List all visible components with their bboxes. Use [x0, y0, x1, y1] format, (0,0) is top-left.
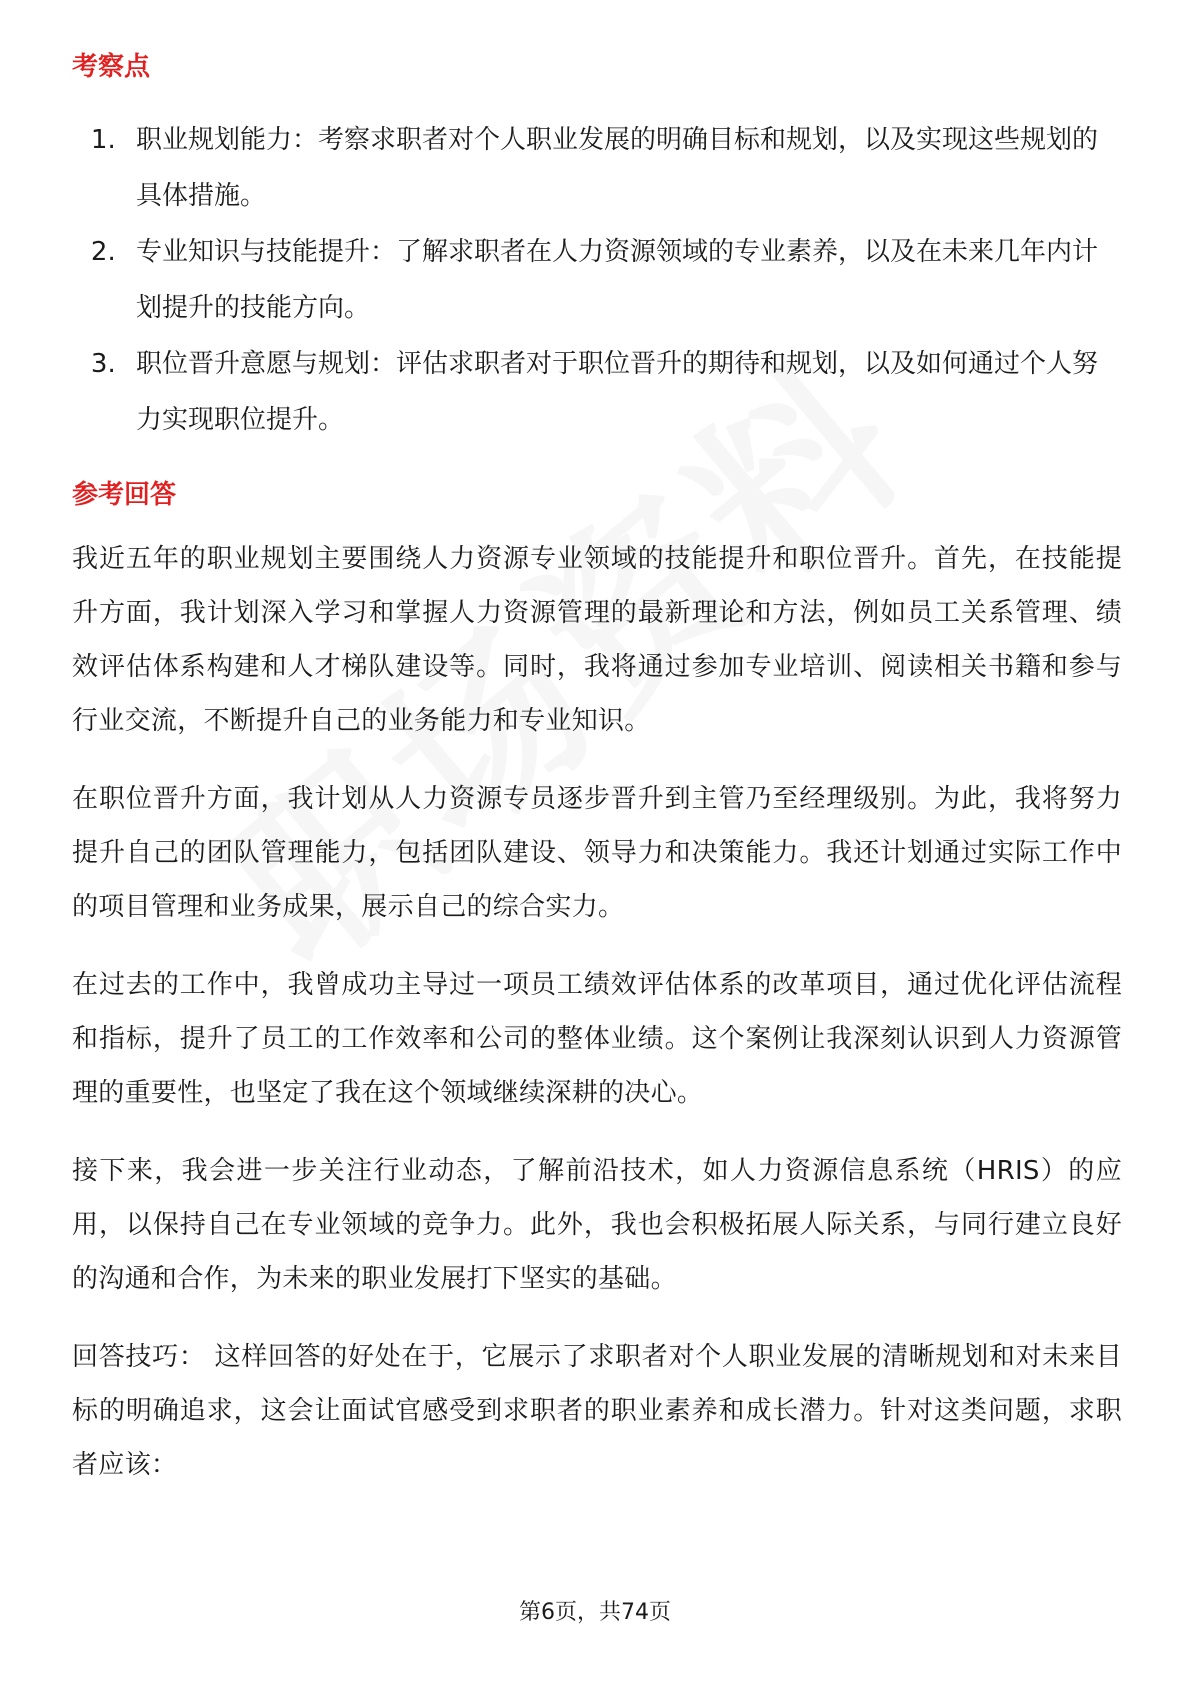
answer-paragraph: 在过去的工作中，我曾成功主导过一项员工绩效评估体系的改革项目，通过优化评估流程和指标，提升了员工的工作效率和公司的整体业绩。这个案例让我深刻认识到人力资源管理的重要性，也坚定了我在这个领域继续深耕的决心。 [72, 970, 1122, 1108]
page-footer: 第6页，共74页 [519, 1600, 671, 1625]
list-item: 1. 职业规划能力：考察求职者对个人职业发展的明确目标和规划，以及实现这些规划的具体措施。 [124, 112, 1122, 224]
key-points-list [72, 112, 1122, 448]
document-page [72, 50, 1122, 1516]
answer-tips-paragraph: 回答技巧： 这样回答的好处在于，它展示了求职者对个人职业发展的清晰规划和对未来目标的明确追求，这会让面试官感受到求职者的职业素养和成长潜力。针对这类问题，求职者应该： [72, 1342, 1122, 1480]
section-title-reference-answer: 参考回答 [72, 480, 177, 510]
list-item: 3. 职位晋升意愿与规划：评估求职者对于职位晋升的期待和规划，以及如何通过个人努力实现职位提升。 [124, 336, 1122, 448]
list-item: 2. 专业知识与技能提升：了解求职者在人力资源领域的专业素养，以及在未来几年内计划提升的技能方向。 [124, 224, 1122, 336]
answer-paragraph: 我近五年的职业规划主要围绕人力资源专业领域的技能提升和职位晋升。首先，在技能提升方面，我计划深入学习和掌握人力资源管理的最新理论和方法，例如员工关系管理、绩效评估体系构建和人才梯队建设等。同时，我将通过参加专业培训、阅读相关书籍和参与行业交流，不断提升自己的业务能力和专业知识。 [72, 544, 1122, 736]
answer-paragraph: 在职位晋升方面，我计划从人力资源专员逐步晋升到主管乃至经理级别。为此，我将努力提升自己的团队管理能力，包括团队建设、领导力和决策能力。我还计划通过实际工作中的项目管理和业务成果，展示自己的综合实力。 [72, 784, 1122, 922]
section-title-key-points: 考察点 [72, 52, 151, 82]
answer-paragraph: 接下来，我会进一步关注行业动态，了解前沿技术，如人力资源信息系统（HRIS）的应用，以保持自己在专业领域的竞争力。此外，我也会积极拓展人际关系，与同行建立良好的沟通和合作，为未来的职业发展打下坚实的基础。 [72, 1156, 1122, 1294]
